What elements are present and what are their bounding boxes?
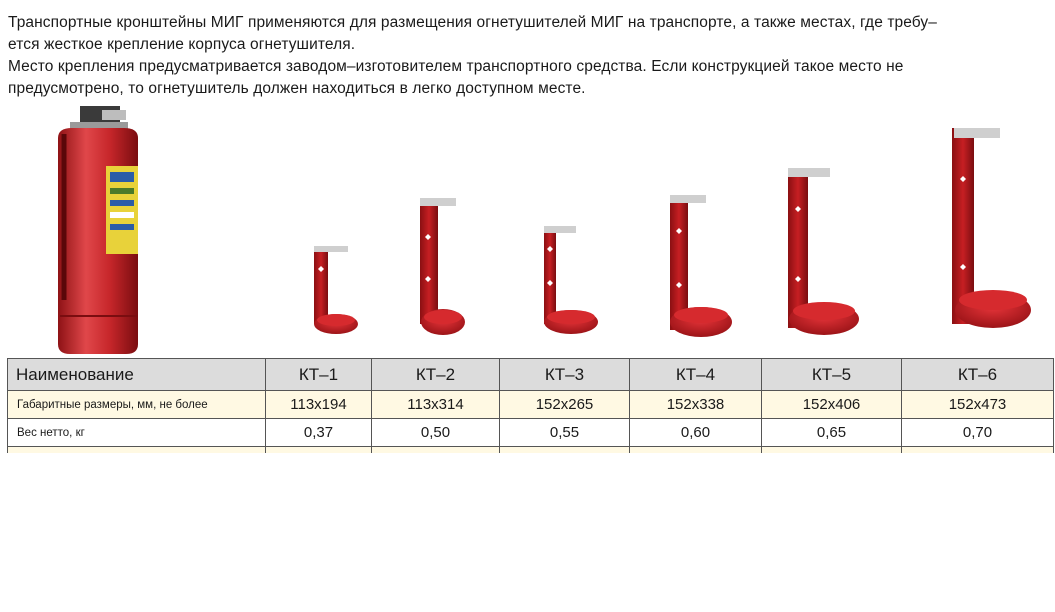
cell-weight-kt3: 0,55 (500, 419, 630, 447)
intro-text (8, 12, 1048, 100)
cell-weight-kt4: 0,60 (630, 419, 762, 447)
header-cell-kt3: КТ–3 (500, 359, 630, 391)
product-illustration (0, 100, 1055, 358)
header-cell-kt5: КТ–5 (762, 359, 902, 391)
header-cell-kt4: КТ–4 (630, 359, 762, 391)
product-illustration-svg (0, 100, 1055, 358)
cell-weight-kt2: 0,50 (372, 419, 500, 447)
bracket-kt4-image (670, 195, 732, 337)
cell-dimensions-kt3: 152х265 (500, 391, 630, 419)
header-cell-kt2: КТ–2 (372, 359, 500, 391)
cell-dimensions-kt1: 113х194 (266, 391, 372, 419)
bracket-kt5-image (788, 168, 859, 335)
table-row-trailing (8, 447, 1054, 454)
cell-dimensions-kt2: 113х314 (372, 391, 500, 419)
specs-table (7, 358, 1054, 453)
bracket-kt3-image (544, 226, 598, 334)
table-header-row (8, 359, 1054, 391)
header-cell-name: Наименование (8, 359, 266, 391)
table-row-dimensions (8, 391, 1054, 419)
bracket-kt1-image (314, 246, 358, 334)
intro-line-1: Транспортные кронштейны МИГ применяются для размещения огнетушителей МИГ на транспорте, а также местах, где требу– (8, 14, 938, 31)
cell-weight-kt5: 0,65 (762, 419, 902, 447)
bracket-kt6-image (952, 128, 1031, 328)
header-cell-kt6: КТ–6 (902, 359, 1054, 391)
fire-extinguisher-image (58, 106, 138, 354)
intro-line-3: Место крепления предусматривается заводом–изготовителем транспортного средства. Если конструкцией такое место не (8, 58, 904, 75)
cell-dimensions-kt5: 152х406 (762, 391, 902, 419)
row-label-weight: Вес нетто, кг (8, 419, 266, 447)
intro-line-2: ется жесткое крепление корпуса огнетушителя. (8, 36, 356, 53)
row-label-dimensions: Габаритные размеры, мм, не более (8, 391, 266, 419)
bracket-kt2-image (420, 198, 465, 335)
table-row-weight (8, 419, 1054, 447)
cell-weight-kt6: 0,70 (902, 419, 1054, 447)
intro-line-4: предусмотрено, то огнетушитель должен находиться в легко доступном месте. (8, 80, 586, 97)
header-cell-kt1: КТ–1 (266, 359, 372, 391)
cell-dimensions-kt6: 152х473 (902, 391, 1054, 419)
cell-dimensions-kt4: 152х338 (630, 391, 762, 419)
cell-weight-kt1: 0,37 (266, 419, 372, 447)
